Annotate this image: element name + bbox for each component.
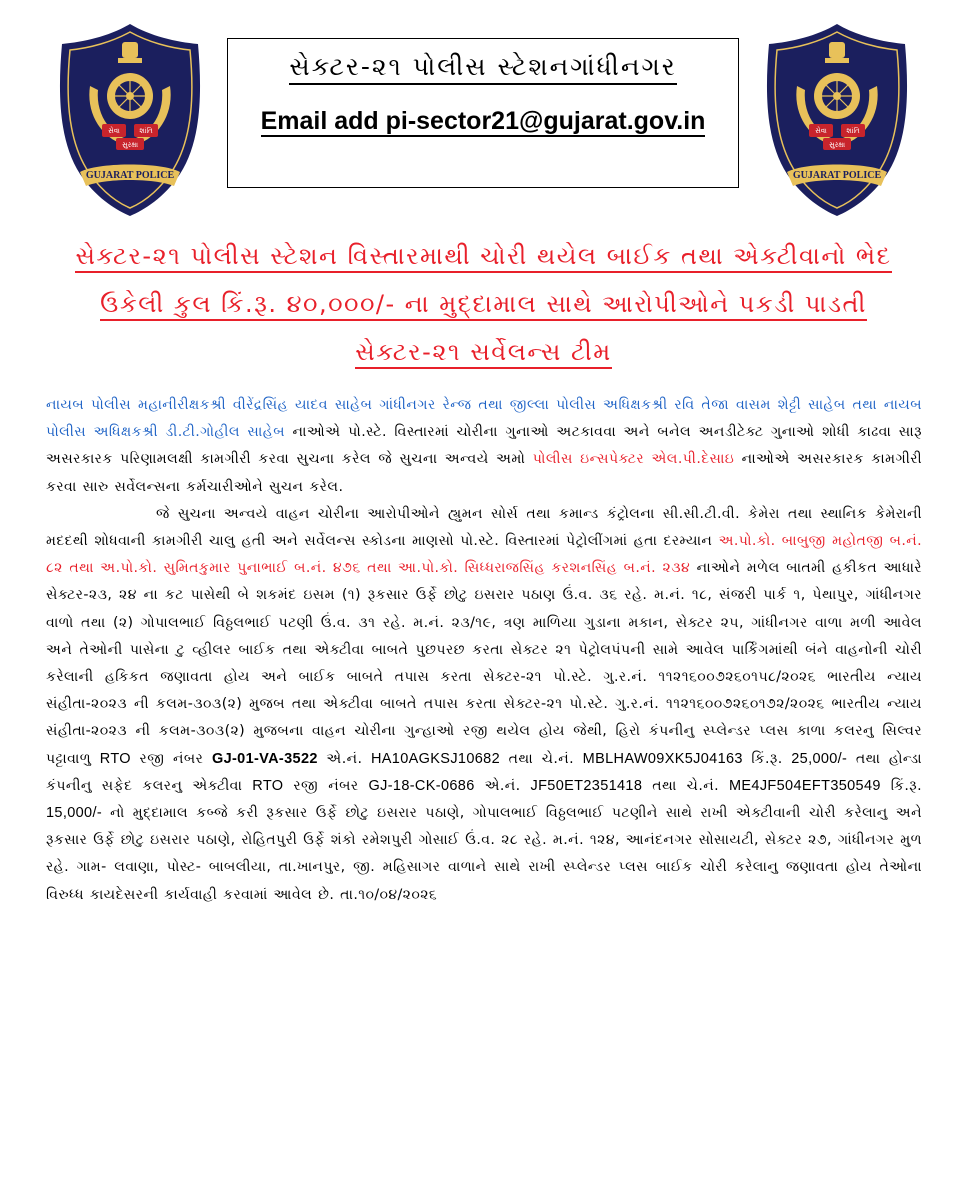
badge-text-left: સેવા [108,127,120,135]
text-fragment: તથા હોન્ડા કંપનીનુ સફેદ કલરનુ એક્ટીવા [46,750,922,794]
senior-officers: નાયબ પોલીસ મહાનીરીક્ષકશ્રી વીરેંદ્રસિંહ યાદવ સાહેબ ગાંધીનગર રેન્જ તથા જીલ્લા પોલીસ અધિક્ષકશ્રી રવિ તેજા વાસમ શેટ્ટી સાહેબ તથા નાયબ પોલીસ અધિક્ષકશ્રી ડી.ટી.ગોહીલ સાહેબ [46,397,922,441]
email-address: Email add pi-sector21@gujarat.gov.in [260,107,706,135]
text-fragment: એ.નં. [474,777,531,794]
police-badge-icon [50,20,210,220]
engine-number-2: JF50ET2351418 [530,777,643,794]
station-name: સેક્ટર-૨૧ પોલીસ સ્ટેશનગાંધીનગર [289,51,676,85]
press-note-body [46,392,922,909]
text-fragment: કિં.રૂ. [880,777,922,794]
text-fragment: એ.નં. [317,750,371,767]
title-box [227,38,739,188]
text-fragment: કિં.રૂ. [742,750,792,767]
paragraph-2 [46,501,922,909]
rto-label-2: RTO [252,777,284,794]
paragraph-2-text: નાઓને મળેલ બાતમી હકીકત આધારે સેક્ટર-૨૩, ૨૪ ના કટ પાસેથી બે શકમંદ ઇસમ (૧) રૂકસાર ઉર્ફે છોટુ ઇસરાર પઠાણ ઉં.વ. ૩૬ રહે. મ.નં. ૧૮, સંજરી પાર્ક ૧, પેથાપુર, ગાંધીનગર વાળો તથા (૨) ગોપાલભાઈ વિઠ્ઠલભાઈ પટણી ઉં.વ. ૩૧ રહે. મ.નં. ૨૩/૧૯, ત્રણ માળિયા ગુડાના મકાન, સેક્ટર ૨૫, ગાંધીનગર વાળા મળી આવેલ અને તેઓની પાસેના ટુ વ્હીલર બાઈક તથા એક્ટીવા બાબતે પુછપરછ કરતા સેક્ટર ૨૧ પેટ્રોલપંપની સામે આવેલ પાર્કિંગમાંથી બંને વાહનોની ચોરી કરેલાની હકિકત જણાવતા હોય અને બાઈક બાબતે તપાસ કરતા સેક્ટર-૨૧ પો.સ્ટે. ગુ.ર.નં. ૧૧૨૧૬૦૦૭૨૬૦૧૫૮/૨૦૨૬ ભારતીય ન્યાય સંહીતા-૨૦૨૩ ની કલમ-૩૦૩(૨) મુજબ તથા એક્ટીવા બાબતે તપાસ કરતા સેક્ટર-૨૧ પો.સ્ટે. ગુ.ર.નં. ૧૧૨૧૬૦૦૭૨૬૦૧૭૨/૨૦૨૬ ભારતીય ન્યાય સંહીતા-૨૦૨૩ ની કલમ-૩૦૩(૨) મુજબના વાહન ચોરીના ગુન્હાઓ રજી થયેલ હોય જેથી, હિરો કંપનીનુ સ્પ્લેન્ડર પ્લસ કાળા કલરનુ સિલ્વર પટ્ટાવાળુ [46,560,922,767]
badge-text-right: શાંતિ [139,127,153,135]
registration-number-1: GJ-01-VA-3522 [211,750,318,767]
inspector-name: પોલીસ ઇન્સપેક્ટર એલ.પી.દેસાઇ [532,451,735,468]
paragraph-2-end: નો મુદ્દામાલ કબ્જે કરી રૂકસાર ઉર્ફે છોટુ ઇસરાર પઠાણે, ગોપાલભાઈ વિઠ્ઠલભાઈ પટણીને સાથે રાખી એક્ટીવાની ચોરી કરેલાનુ અને રૂકસાર ઉર્ફે છોટુ ઇસરાર પઠાણે, રોહિતપુરી ઉર્ફે શંકો રમેશપુરી ગોસાઈ ઉં.વ. ૨૮ રહે. મ.નં. ૧૨૪, આનંદનગર સોસાયટી, સેક્ટર ૨૭, ગાંધીનગર મુળ રહે. ગામ- લવાણા, પોસ્ટ- બાબલીયા, તા.ખાનપુર, જી. મહિસાગર વાળાને સાથે રાખી સ્પ્લેન્ડર પ્લસ બાઈક ચોરી કરેલાનુ જણાવતા હોય તેઓના વિરુધ્ધ કાયદેસરની કાર્યવાહી કરવામાં આવેલ છે. તા.૧૦/૦૪/૨૦૨૬ [46,805,922,903]
badge-caption: GUJARAT POLICE [792,170,882,181]
price-1: 25,000/- [791,750,848,767]
paragraph-1-text: નાઓએ પો.સ્ટે. વિસ્તારમાં ચોરીના ગુનાઓ અટકાવવા અને બનેલ અનડીટેક્ટ ગુનાઓ શોધી કાઢવા સારૂ અસરકારક પરિણામલક્ષી કામગીરી કરવા સુચના કરેલ જે સુચના અન્વયે અમો [46,424,922,468]
badge-text-left: સેવા [815,127,827,135]
text-fragment: રજી નંબર [283,777,369,794]
text-fragment: તથા ચે.નં. [642,777,729,794]
rto-label-1: RTO [99,750,131,767]
chassis-number-2: ME4JF504EFT350549 [728,777,881,794]
engine-number-1: HA10AGKSJ10682 [370,750,501,767]
badge-text-right: શાંતિ [846,127,860,135]
chassis-number-1: MBLHAW09XK5J04163 [582,750,743,767]
letterhead [0,0,967,230]
paragraph-1 [46,392,922,501]
registration-number-2: GJ-18-CK-0686 [368,777,475,794]
paragraph-2-start: જે સુચના અન્વયે વાહન ચોરીના આરોપીઓને હ્યુમન સોર્સ તથા કમાન્ડ કંટ્રોલના સી.સી.ટી.વી. કેમેરા તથા સ્થાનિક કેમેરાની મદદથી શોધવાની કામગીરી ચાલુ હતી અને સર્વેલન્સ સ્કોડના માણસો પો.સ્ટે. વિસ્તારમાં પેટ્રોલીંગમાં હતા દરમ્યાન [46,505,922,550]
headline-line-2: ઉકેલી કુલ કિં.રૂ. ૪૦,૦૦૦/- ના મુદ્દામાલ સાથે આરોપીઓને પકડી પાડતી [100,289,867,321]
price-2: 15,000/- [46,805,103,822]
headline-line-3: સેક્ટર-૨૧ સર્વેલન્સ ટીમ [355,337,611,369]
badge-text-bottom: સુરક્ષા [828,141,846,149]
surveillance-staff: અ.પો.કો. બાબુજી મહોતજી બ.નં. ૮૨ તથા અ.પો.કો. સુમિતકુમાર પુનાભાઈ બ.નં. ૪૭૬ તથા આ.પો.કો. સિધ્ધરાજસિંહ કરશનસિંહ બ.નં. ૨૩૪ [46,533,922,577]
text-fragment: રજી નંબર [130,750,212,767]
police-badge-icon [757,20,917,220]
badge-text-bottom: સુરક્ષા [121,141,139,149]
text-fragment: તથા ચે.નં. [500,750,583,767]
gujarat-police-emblem-left [50,20,210,220]
gujarat-police-emblem-right [757,20,917,220]
paragraph-1-end: નાઓએ અસરકારક કામગીરી કરવા સારુ સર્વેલન્સના કર્મચારીઓને સુચન કરેલ. [46,451,922,495]
badge-caption: GUJARAT POLICE [85,170,175,181]
headline-line-1: સેક્ટર-૨૧ પોલીસ સ્ટેશન વિસ્તારમાથી ચોરી થયેલ બાઈક તથા એક્ટીવાનો ભેદ [75,241,891,273]
press-note-headline [40,232,927,376]
